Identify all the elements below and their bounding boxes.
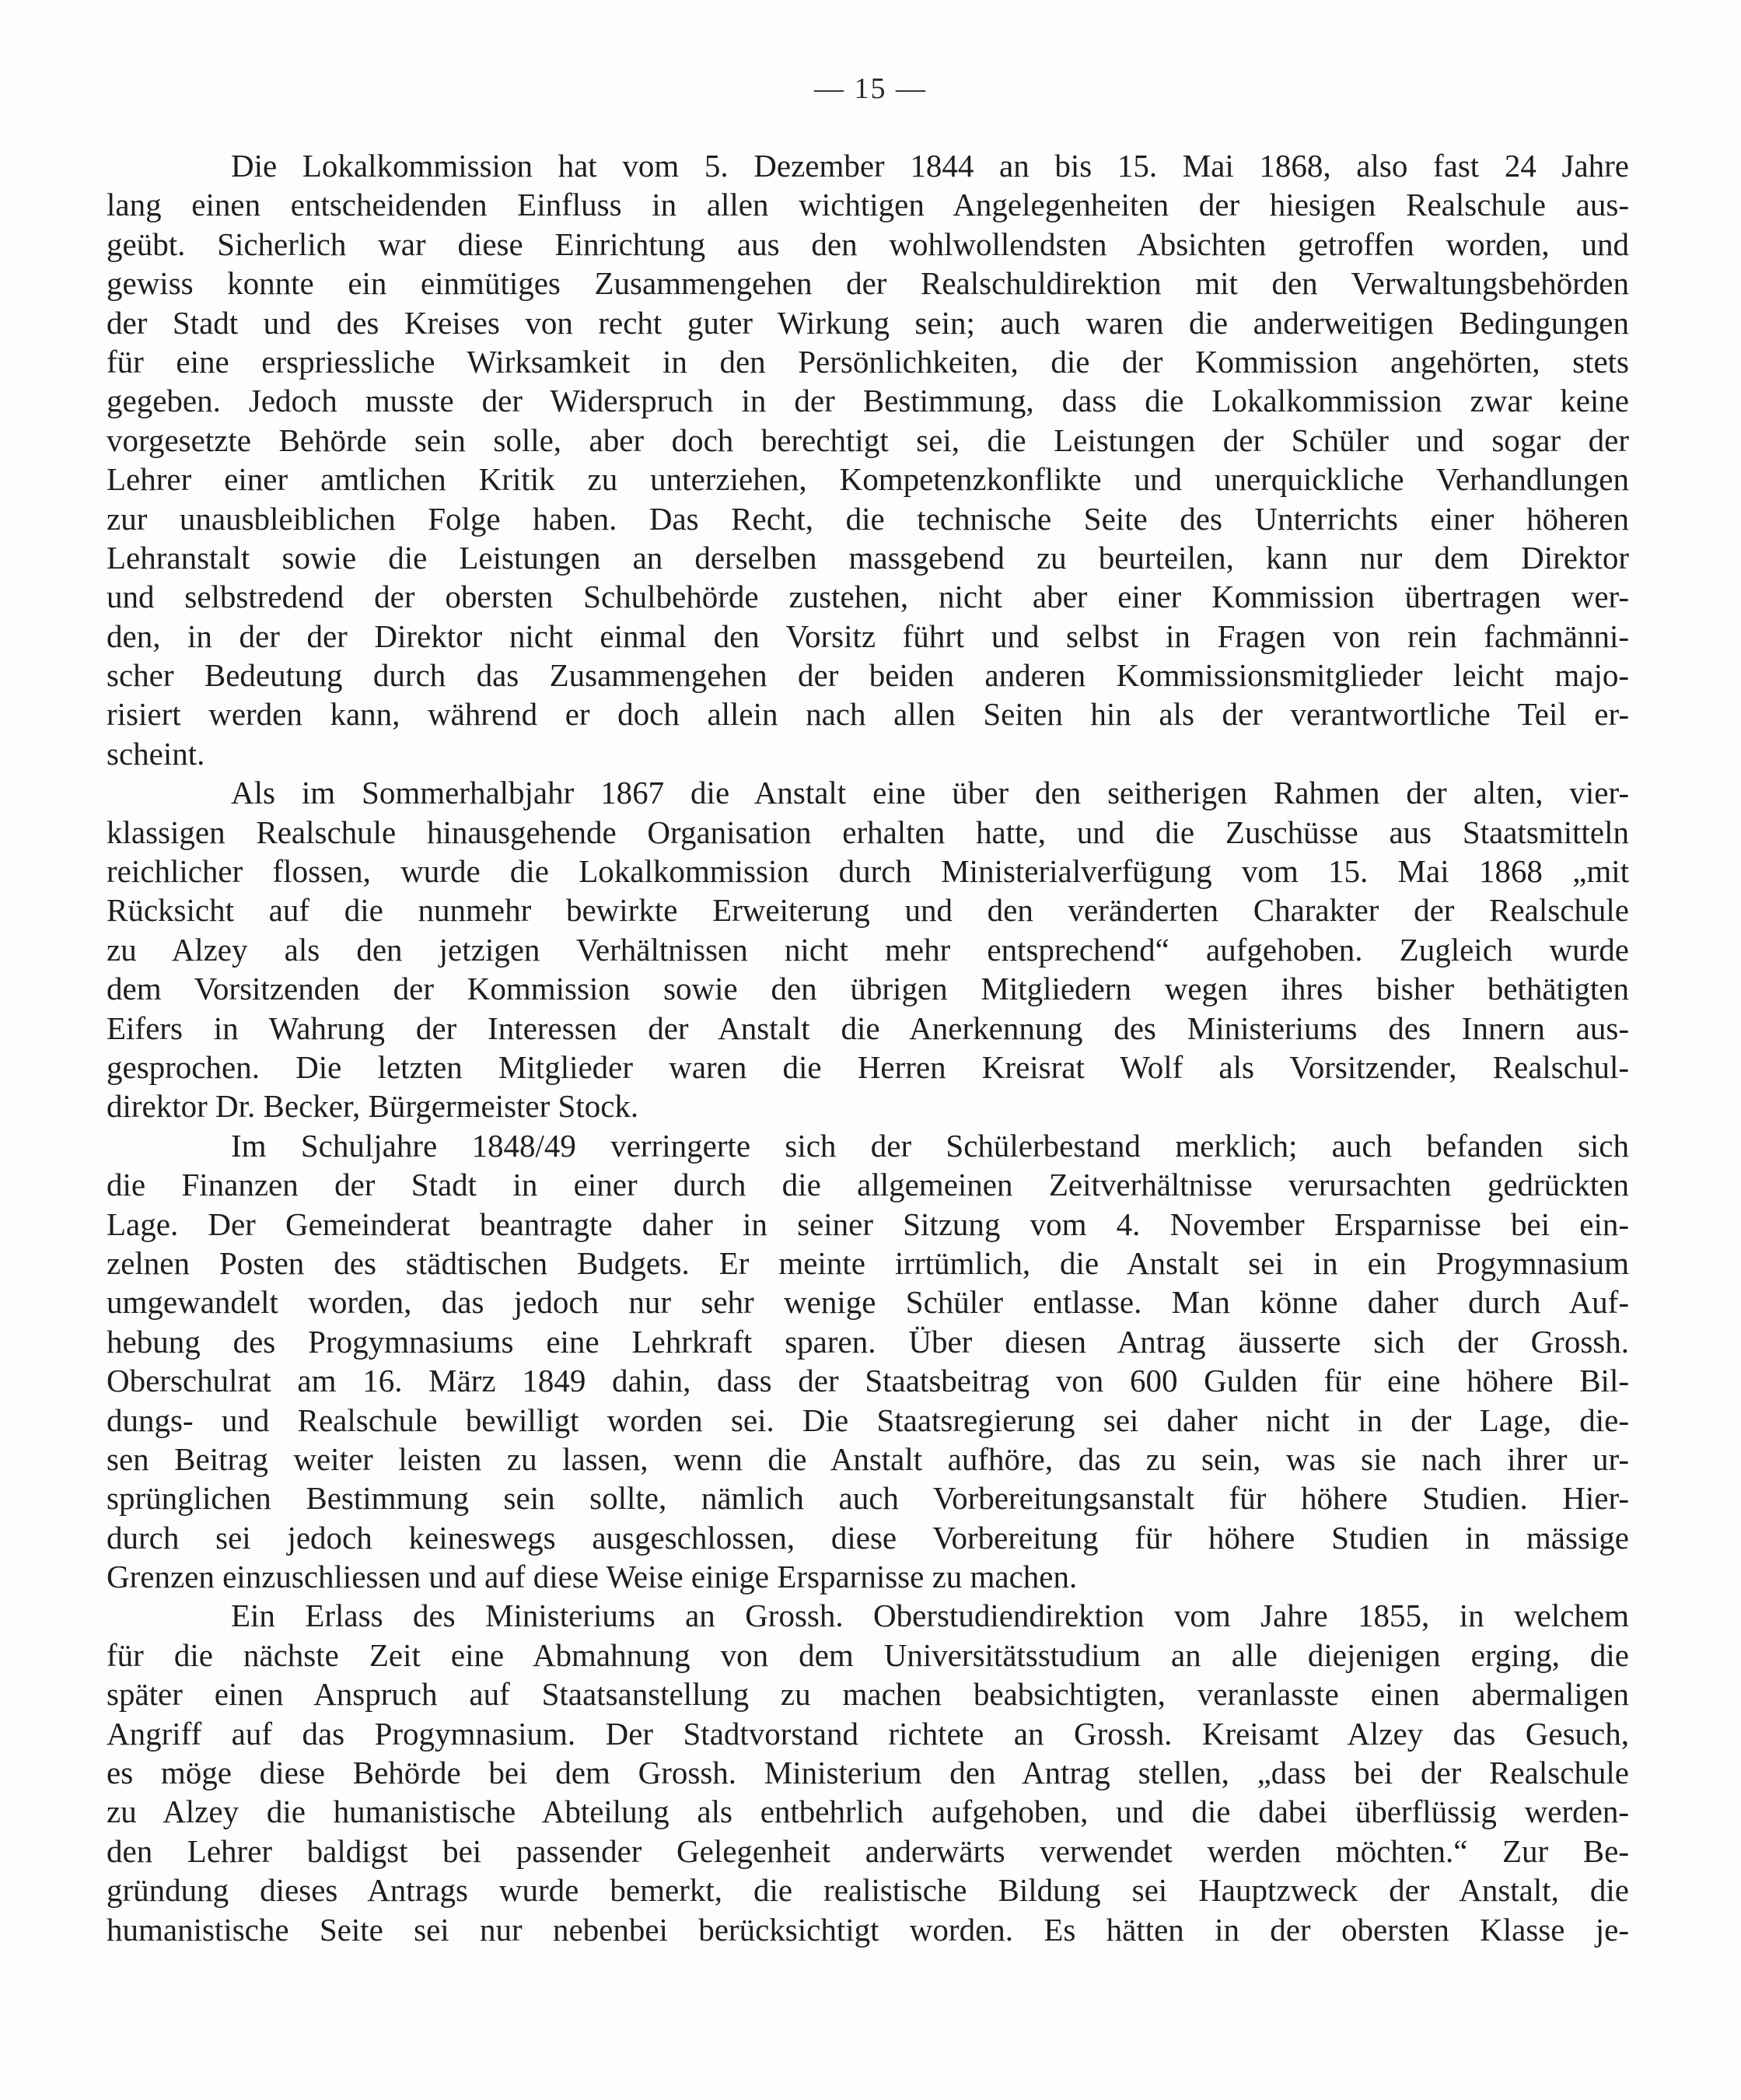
text-line: Lehranstalt sowie die Leistungen an derselben massgebend zu beurteilen, kann nur dem Direktor (107, 539, 1629, 576)
text-line: und selbstredend der obersten Schulbehörde zustehen, nicht aber einer Kommission übertragen wer- (107, 579, 1629, 615)
text-line: geübt. Sicherlich war diese Einrichtung aus den wohlwollendsten Absichten getroffen worden, und (107, 226, 1629, 262)
text-line: klassigen Realschule hinausgehende Organisation erhalten hatte, und die Zuschüsse aus Staatsmitteln (107, 814, 1629, 850)
text-line: Im Schuljahre 1848/49 verringerte sich der Schülerbestand merklich; auch befanden sich (231, 1127, 1629, 1164)
text-line: durch sei jedoch keineswegs ausgeschlossen, diese Vorbereitung für höhere Studien in mässige (107, 1519, 1629, 1556)
text-line: sen Beitrag weiter leisten zu lassen, wenn die Anstalt aufhöre, das zu sein, was sie nach ihrer ur- (107, 1440, 1629, 1477)
text-line: scheint. (107, 735, 205, 772)
text-line: der Stadt und des Kreises von recht guter Wirkung sein; auch waren die anderweitigen Bedingungen (107, 304, 1629, 341)
paragraph (107, 1126, 1629, 1597)
text-line: die Finanzen der Stadt in einer durch die allgemeinen Zeitverhältnisse verursachten gedrückten (107, 1167, 1629, 1203)
text-line: Angriff auf das Progymnasium. Der Stadtvorstand richtete an Grossh. Kreisamt Alzey das Gesuch, (107, 1715, 1629, 1752)
text-line: scher Bedeutung durch das Zusammengehen der beiden anderen Kommissionsmitglieder leicht majo- (107, 657, 1629, 694)
text-line: Grenzen einzuschliessen und auf diese Weise einige Ersparnisse zu machen. (107, 1559, 1078, 1595)
text-line: Ein Erlass des Ministeriums an Grossh. Oberstudiendirektion vom Jahre 1855, in welchem (231, 1598, 1629, 1634)
text-line: gründung dieses Antrags wurde bemerkt, die realistische Bildung sei Hauptzweck der Anstalt, die (107, 1872, 1629, 1909)
text-line: humanistische Seite sei nur nebenbei berücksichtigt worden. Es hätten in der obersten Klasse je- (107, 1911, 1629, 1948)
text-line: den, in der der Direktor nicht einmal den Vorsitz führt und selbst in Fragen von rein fachmänni- (107, 618, 1629, 654)
text-line: gewiss konnte ein einmütiges Zusammengehen der Realschuldirektion mit den Verwaltungsbehörden (107, 265, 1629, 302)
text-line: für eine erspriessliche Wirksamkeit in den Persönlichkeiten, die der Kommission angehörten, stets (107, 343, 1629, 380)
text-line: es möge diese Behörde bei dem Grossh. Ministerium den Antrag stellen, „dass bei der Realschule (107, 1755, 1629, 1791)
paragraph (107, 1596, 1629, 1949)
text-line: direktor Dr. Becker, Bürgermeister Stock. (107, 1088, 639, 1125)
text-line: Oberschulrat am 16. März 1849 dahin, dass der Staatsbeitrag von 600 Gulden für eine höhere Bil- (107, 1363, 1629, 1399)
text-line: hebung des Progymnasiums eine Lehrkraft sparen. Über diesen Antrag äusserte sich der Grossh. (107, 1323, 1629, 1360)
paragraph (107, 773, 1629, 1126)
text-line: Eifers in Wahrung der Interessen der Anstalt die Anerkennung des Ministeriums des Innern aus- (107, 1010, 1629, 1046)
text-line: lang einen entscheidenden Einfluss in allen wichtigen Angelegenheiten der hiesigen Realschule aus- (107, 187, 1629, 223)
text-line: dungs- und Realschule bewilligt worden sei. Die Staatsregierung sei daher nicht in der Lage, die- (107, 1402, 1629, 1438)
text-line: risiert werden kann, während er doch allein nach allen Seiten hin als der verantwortliche Teil er- (107, 696, 1629, 733)
text-line: zu Alzey als den jetzigen Verhältnissen nicht mehr entsprechend“ aufgehoben. Zugleich wurde (107, 931, 1629, 968)
text-line: Lage. Der Gemeinderat beantragte daher in seiner Sitzung vom 4. November Ersparnisse bei ein- (107, 1206, 1629, 1242)
text-line: umgewandelt worden, das jedoch nur sehr wenige Schüler entlasse. Man könne daher durch Auf- (107, 1284, 1629, 1321)
text-line: zelnen Posten des städtischen Budgets. Er meinte irrtümlich, die Anstalt sei in ein Progymnasium (107, 1244, 1629, 1281)
text-line: gegeben. Jedoch musste der Widerspruch in der Bestimmung, dass die Lokalkommission zwar keine (107, 383, 1629, 419)
text-line: gesprochen. Die letzten Mitglieder waren die Herren Kreisrat Wolf als Vorsitzender, Realschul- (107, 1048, 1629, 1085)
text-line: zu Alzey die humanistische Abteilung als entbehrlich aufgehoben, und die dabei überflüssig werden- (107, 1794, 1629, 1830)
text-line: Lehrer einer amtlichen Kritik zu unterziehen, Kompetenzkonflikte und unerquickliche Verhandlungen (107, 461, 1629, 498)
text-line: sprünglichen Bestimmung sein sollte, nämlich auch Vorbereitungsanstalt für höhere Studien. Hier- (107, 1480, 1629, 1517)
text-line: für die nächste Zeit eine Abmahnung von dem Universitätsstudium an alle diejenigen erging, die (107, 1636, 1629, 1673)
text-line: Als im Sommerhalbjahr 1867 die Anstalt eine über den seitherigen Rahmen der alten, vier- (231, 775, 1629, 811)
text-line: den Lehrer baldigst bei passender Gelegenheit anderwärts verwendet werden möchten.“ Zur Be- (107, 1832, 1629, 1869)
text-line: vorgesetzte Behörde sein solle, aber doch berechtigt sei, die Leistungen der Schüler und sogar der (107, 422, 1629, 458)
body-text (107, 146, 1629, 1949)
text-line: dem Vorsitzenden der Kommission sowie den übrigen Mitgliedern wegen ihres bisher bethätigten (107, 971, 1629, 1007)
text-line: Die Lokalkommission hat vom 5. Dezember 1844 an bis 15. Mai 1868, also fast 24 Jahre (231, 148, 1629, 184)
text-line: reichlicher flossen, wurde die Lokalkommission durch Ministerialverfügung vom 15. Mai 1868 „mit (107, 853, 1629, 890)
text-line: zur unausbleiblichen Folge haben. Das Recht, die technische Seite des Unterrichts einer höheren (107, 500, 1629, 537)
paragraph (107, 146, 1629, 773)
text-line: Rücksicht auf die nunmehr bewirkte Erweiterung und den veränderten Charakter der Realschule (107, 892, 1629, 929)
page-number: — 15 — (814, 72, 927, 105)
text-line: später einen Anspruch auf Staatsanstellung zu machen beabsichtigten, veranlasste einen abermaligen (107, 1676, 1629, 1713)
